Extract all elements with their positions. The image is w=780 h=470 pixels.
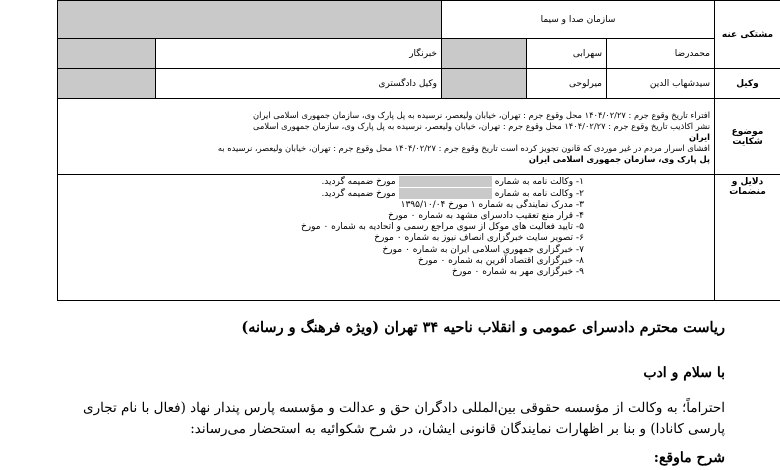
evidence-item: ۶- تصویر سایت خبرگزاری انصاف نیوز به شماره ۰ مورخ	[374, 233, 584, 244]
complaint-subject-text	[58, 99, 715, 175]
redacted-field	[58, 1, 442, 39]
defendant-row-1	[58, 1, 780, 39]
evidence-item: ۹- خبرگزاری مهر به شماره ۰ مورخ	[452, 266, 584, 277]
complaint-form-table	[57, 0, 780, 301]
letter-heading: ریاست محترم دادسرای عمومی و انقلاب ناحیه ۳۴ تهران (ویژه فرهنگ و رسانه)	[241, 319, 725, 336]
letter-paragraph: احتراماً؛ به وکالت از مؤسسه حقوقی بین‌المللی دادگران حق و عدالت و مؤسسه پارس پندار نهاد (فعال با نام تجاری پارسی کانادا) و بنا بر اظهارات نمایندگان قانونی ایشان، در شرح شکوائیه به استحضار می‌رساند:	[83, 400, 725, 437]
complaint-label: موضوع شکایت	[715, 99, 780, 175]
defendant-first-name: محمدرضا	[607, 39, 715, 69]
complaint-line: ایران	[688, 131, 710, 142]
evidence-item: ۲- وکالت نامه به شمارهمورخ ضمیمه گردید.	[321, 189, 584, 200]
defendant-org: سازمان صدا و سیما	[442, 1, 715, 39]
evidence-item: ۷- خبرگزاری جمهوری اسلامی ایران به شماره ۰ مورخ	[382, 244, 584, 255]
evidence-row	[58, 175, 780, 301]
evidence-item: ۱- وکالت نامه به شمارهمورخ ضمیمه گردید.	[321, 177, 584, 187]
evidence-item: ۵- تایید فعالیت های موکل از سوی مراجع رسمی و اتحادیه به شماره ۰ مورخ	[300, 222, 584, 233]
section-heading: شرح ماوقع:	[653, 450, 725, 466]
redacted-number	[399, 176, 492, 187]
redacted-field	[58, 69, 156, 99]
evidence-item: ۳- مدرک نمایندگی به شماره ۱ مورخ ۱۳۹۵/۱۰/۰۴	[400, 200, 584, 211]
letter-body	[35, 318, 725, 466]
defendant-last-name: سهرابی	[527, 39, 607, 69]
evidence-label-line: منضمات	[729, 187, 766, 197]
letter-greeting: با سلام و ادب	[643, 365, 725, 381]
evidence-label	[715, 175, 780, 301]
evidence-item: ۸- خبرگزاری اقتصاد آفرین به شماره ۰ مورخ	[417, 255, 584, 266]
complaint-line: پل پارک وی، سازمان جمهوری اسلامی ایران	[528, 153, 710, 164]
defendant-role: خبرنگار	[156, 39, 442, 69]
defendant-label: مشتکی عنه	[715, 1, 780, 69]
evidence-list	[58, 175, 715, 301]
redacted-number	[399, 188, 492, 199]
lawyer-first-name: سیدشهاب الدین	[607, 69, 715, 99]
lawyer-label: وکیل	[715, 69, 780, 99]
complaint-line: افشای اسرار مردم در غیر موردی که قانون تجویز کرده است تاریخ وقوع جرم : ۱۴۰۴/۰۲/۲۷ محل وقوع جرم : تهران، خیابان ولیعصر، نرسیده به	[217, 142, 710, 153]
lawyer-role: وکیل دادگستری	[156, 69, 442, 99]
complaint-subject-row	[58, 99, 780, 175]
complaint-line: افتراء تاریخ وقوع جرم : ۱۴۰۴/۰۲/۲۷ محل وقوع جرم : تهران، خیابان ولیعصر، نرسیده به پل پارک وی، سازمان جمهوری اسلامی ایران	[253, 109, 710, 120]
defendant-row-2	[58, 39, 780, 69]
evidence-item: ۴- قرار منع تعقیب دادسرای مشهد به شماره ۰ مورخ	[388, 211, 584, 222]
evidence-label-line: دلایل و	[731, 177, 764, 187]
lawyer-last-name: میرلوحی	[527, 69, 607, 99]
redacted-field	[442, 39, 527, 69]
redacted-field	[442, 69, 527, 99]
lawyer-row	[58, 69, 780, 99]
complaint-line: نشر اکاذیب تاریخ وقوع جرم : ۱۴۰۴/۰۲/۲۷ محل وقوع جرم : تهران، خیابان ولیعصر، نرسیده به پل پارک وی، سازمان جمهوری اسلامی	[252, 120, 710, 131]
redacted-field	[58, 39, 156, 69]
